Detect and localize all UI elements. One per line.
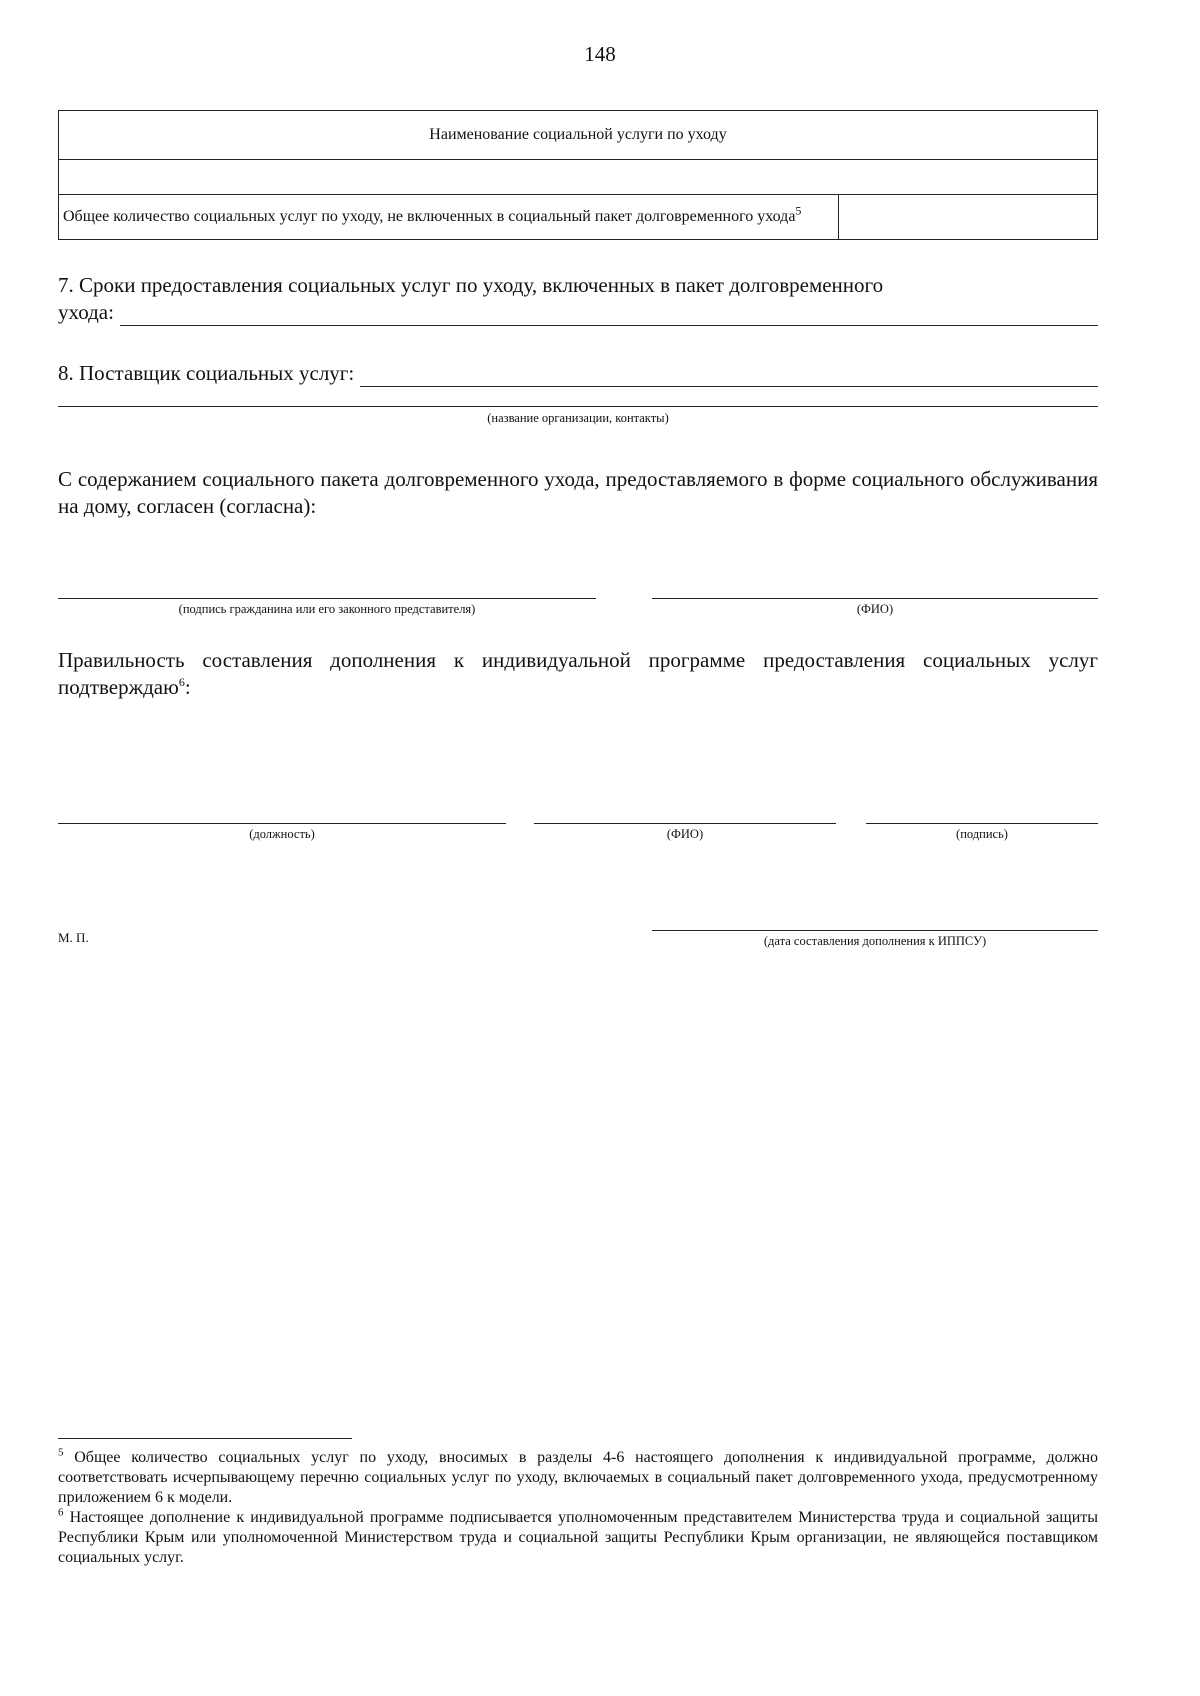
official-position-caption: (должность) bbox=[249, 827, 315, 841]
citizen-signature-line[interactable] bbox=[58, 598, 596, 599]
footnote-5-ref: 5 bbox=[58, 1446, 64, 1459]
confirmation-suffix: : bbox=[184, 675, 191, 699]
section-7-text: 7. Сроки предоставления социальных услуг по уходу, включенных в пакет долговременного bbox=[58, 273, 884, 297]
footnote-5-text: Общее количество социальных услуг по уходу, вносимых в разделы 4-6 настоящего дополнения к индивидуальной программе, должно соответствовать исчерпывающему перечню социальных услуг по уходу, включаемых в социальный пакет долговременного ухода, предусмотренному приложением 6 к модели. bbox=[58, 1449, 1099, 1506]
official-position-line[interactable] bbox=[58, 823, 506, 824]
consent-text: С содержанием социального пакета долговременного ухода, предоставляемого в форме социального обслуживания на дому, согласен (согласна): bbox=[58, 467, 1098, 518]
compilation-date-line[interactable] bbox=[652, 930, 1098, 931]
section-7-text-cont: ухода: bbox=[58, 300, 114, 324]
footnote-6 bbox=[58, 1508, 1098, 1568]
citizen-signature-caption: (подпись гражданина или его законного представителя) bbox=[178, 602, 476, 616]
section-8-text: 8. Поставщик социальных услуг: bbox=[58, 361, 355, 385]
official-name-caption: (ФИО) bbox=[666, 827, 704, 841]
official-signature-caption: (подпись) bbox=[956, 827, 1008, 841]
footnote-ref-5: 5 bbox=[795, 203, 802, 218]
table-header-cell bbox=[59, 111, 1098, 160]
table-header: Наименование социальной услуги по уходу bbox=[429, 126, 727, 143]
service-table bbox=[58, 110, 1098, 240]
footnote-separator bbox=[58, 1438, 352, 1439]
citizen-name-line[interactable] bbox=[652, 598, 1098, 599]
provider-field-line-2[interactable] bbox=[58, 406, 1098, 407]
footnote-5 bbox=[58, 1448, 1098, 1508]
section-7 bbox=[58, 272, 1098, 326]
confirmation-text: Правильность составления дополнения к индивидуальной программе предоставления социальных услуг подтверждаю bbox=[58, 648, 1098, 699]
section-8 bbox=[58, 360, 1098, 387]
citizen-name-caption: (ФИО) bbox=[856, 602, 894, 616]
total-label: Общее количество социальных услуг по уходу, не включенных в социальный пакет долговременного ухода bbox=[63, 208, 796, 225]
page-number: 148 bbox=[584, 42, 616, 66]
total-value-cell[interactable] bbox=[839, 195, 1098, 240]
table-empty-row[interactable] bbox=[59, 160, 1098, 195]
footnote-6-ref: 6 bbox=[58, 1506, 64, 1519]
official-name-line[interactable] bbox=[534, 823, 836, 824]
provider-field[interactable] bbox=[360, 364, 1098, 387]
confirmation-paragraph bbox=[58, 647, 1098, 701]
stamp-label: М. П. bbox=[58, 930, 89, 945]
footnote-6-text: Настоящее дополнение к индивидуальной программе подписывается уполномоченным представителем Министерства труда и социальной защиты Республики Крым или уполномоченной Министерством труда и социальной защиты Республики Крым организации, не являющейся поставщиком социальных услуг. bbox=[58, 1509, 1099, 1566]
footnotes bbox=[58, 1448, 1098, 1568]
section-7-field[interactable] bbox=[120, 303, 1098, 326]
official-signature-line[interactable] bbox=[866, 823, 1098, 824]
compilation-date-caption: (дата составления дополнения к ИППСУ) bbox=[763, 934, 987, 948]
provider-caption: (название организации, контакты) bbox=[487, 411, 669, 425]
total-label-cell bbox=[59, 195, 839, 240]
footnote-ref-6: 6 bbox=[178, 675, 185, 689]
